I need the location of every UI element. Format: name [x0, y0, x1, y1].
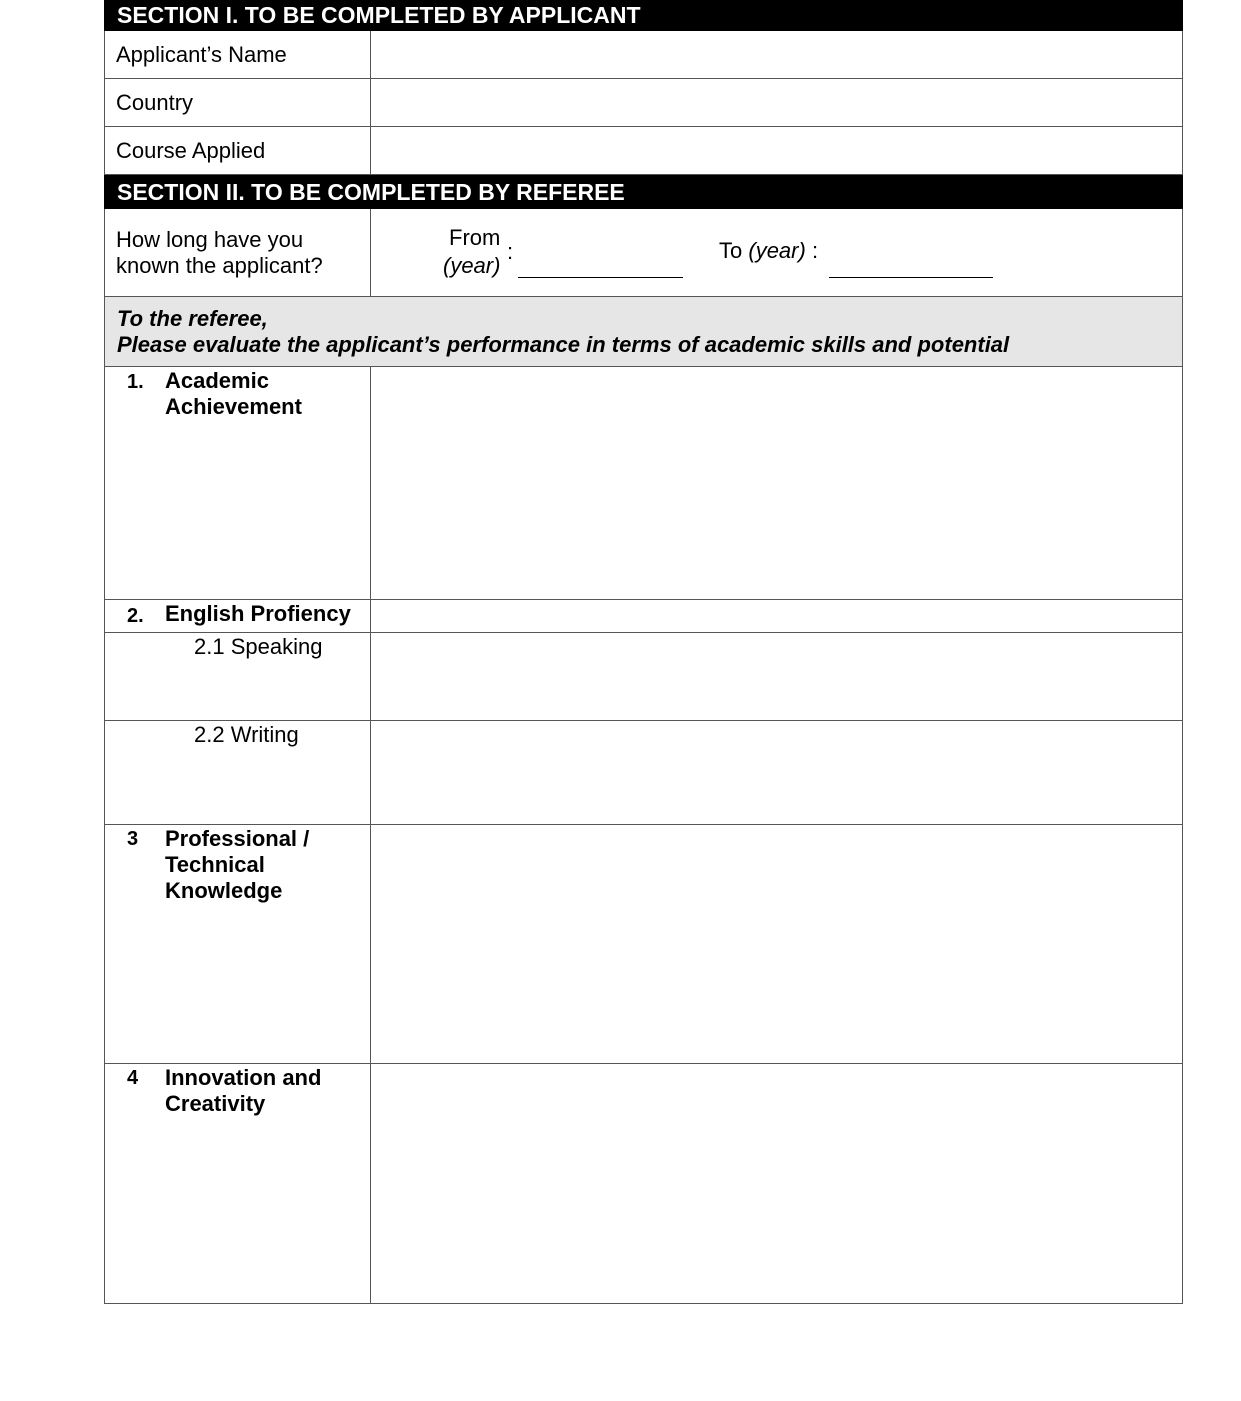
- professional-knowledge-label: [105, 825, 371, 1063]
- referee-form: [104, 0, 1183, 1304]
- english-proficiency-row: [104, 600, 1183, 633]
- from-year-label: (year): [443, 253, 501, 278]
- course-applied-label: Course Applied: [105, 127, 371, 174]
- country-label: Country: [105, 79, 371, 126]
- speaking-field[interactable]: [371, 633, 1182, 720]
- writing-field[interactable]: [371, 721, 1182, 824]
- item-number: 2.: [127, 605, 144, 627]
- country-field[interactable]: [371, 79, 1182, 126]
- item-title-line: Technical: [165, 852, 265, 877]
- section-1-header: SECTION I. TO BE COMPLETED BY APPLICANT: [104, 0, 1183, 31]
- academic-achievement-field[interactable]: [371, 367, 1182, 599]
- known-duration-values: [371, 209, 1182, 296]
- speaking-row: [104, 633, 1183, 721]
- speaking-label: [105, 633, 371, 720]
- item-number: 1.: [127, 371, 144, 393]
- innovation-creativity-row: [104, 1064, 1183, 1304]
- item-title-line: English Profiency: [165, 601, 351, 626]
- writing-row: [104, 721, 1183, 825]
- professional-knowledge-row: [104, 825, 1183, 1064]
- item-title: [165, 826, 309, 904]
- course-applied-field[interactable]: [371, 127, 1182, 174]
- academic-achievement-row: [104, 367, 1183, 600]
- country-row: [104, 79, 1183, 127]
- to-colon: :: [811, 238, 819, 263]
- academic-achievement-label: [105, 367, 371, 599]
- to-year-label: (year): [748, 238, 806, 263]
- applicant-name-label: Applicant’s Name: [105, 31, 371, 78]
- english-proficiency-field[interactable]: [371, 600, 1182, 632]
- item-title: [165, 1065, 321, 1117]
- item-number: 3: [127, 828, 139, 850]
- applicant-name-field[interactable]: [371, 31, 1182, 78]
- from-colon: :: [507, 239, 514, 264]
- item-number: 4: [127, 1067, 139, 1089]
- professional-knowledge-field[interactable]: [371, 825, 1182, 1063]
- question-line-1: How long have you: [116, 227, 304, 252]
- english-proficiency-label: [105, 600, 371, 632]
- section-2-header: SECTION II. TO BE COMPLETED BY REFEREE: [104, 175, 1183, 209]
- item-title: [165, 601, 351, 627]
- item-title-line: Professional /: [165, 826, 310, 851]
- question-line-2: known the applicant?: [116, 253, 323, 278]
- instruction-text: Please evaluate the applicant’s performance in terms of academic skills and potential: [117, 332, 1010, 357]
- applicant-name-row: [104, 31, 1183, 79]
- to-label: To: [719, 238, 743, 263]
- sub-item-title: 2.1 Speaking: [194, 634, 323, 659]
- sub-item-title: 2.2 Writing: [194, 722, 299, 747]
- item-title-line: Academic: [165, 368, 269, 393]
- from-label: From: [449, 225, 501, 250]
- to-label-group: [719, 238, 818, 264]
- known-duration-row: [104, 209, 1183, 297]
- item-title-line: Innovation and: [165, 1065, 322, 1090]
- writing-label: [105, 721, 371, 824]
- item-title-line: Creativity: [165, 1091, 266, 1116]
- course-applied-row: [104, 127, 1183, 175]
- item-title-line: Achievement: [165, 394, 302, 419]
- innovation-creativity-field[interactable]: [371, 1064, 1182, 1303]
- from-year-input[interactable]: [518, 277, 683, 278]
- item-title-line: Knowledge: [165, 878, 283, 903]
- referee-instruction: [104, 297, 1183, 367]
- item-title: [165, 368, 302, 420]
- to-year-input[interactable]: [829, 277, 993, 278]
- innovation-creativity-label: [105, 1064, 371, 1303]
- instruction-greeting: To the referee,: [117, 306, 268, 331]
- known-duration-question: [105, 209, 371, 296]
